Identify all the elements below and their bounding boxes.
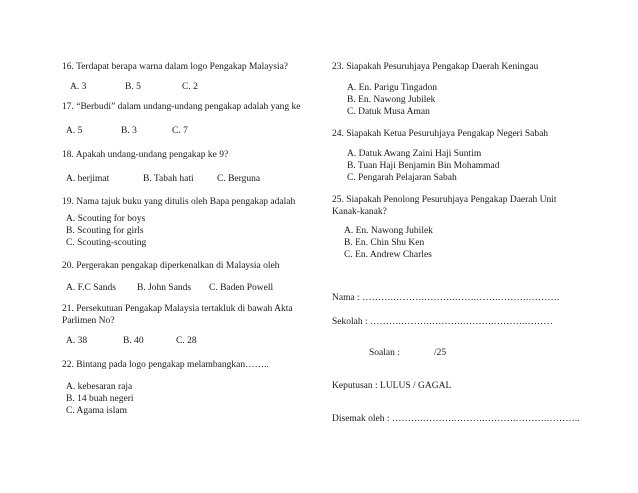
question-19-text: 19. Nama tajuk buku yang ditulis oleh Bapa pengakap adalah bbox=[62, 197, 296, 207]
question-20-option-a: A. F.C Sands bbox=[66, 283, 116, 293]
question-25-text-line2: Kanak-kanak? bbox=[332, 207, 387, 217]
question-24-option-b: B. Tuan Haji Benjamin Bin Mohammad bbox=[347, 161, 500, 171]
question-23-option-a: A. En. Parigu Tingadon bbox=[347, 83, 437, 93]
question-24-option-c: C. Pengarah Pelajaran Sabah bbox=[347, 173, 457, 183]
question-23-option-b: B. En. Nawong Jubilek bbox=[347, 95, 436, 105]
question-21-option-a: A. 38 bbox=[66, 336, 88, 346]
question-24-option-a: A. Datuk Awang Zaini Haji Suntim bbox=[347, 149, 482, 159]
soalan-total: /25 bbox=[434, 348, 447, 358]
question-17-text: 17. “Berbudi” dalam undang-undang pengakap adalah yang ke bbox=[62, 102, 301, 112]
question-17-option-c: C. 7 bbox=[172, 126, 188, 136]
question-25-text-line1: 25. Siapakah Penolong Pesuruhjaya Pengakap Daerah Unit bbox=[332, 195, 557, 205]
question-24-text: 24. Siapakah Ketua Pesuruhjaya Pengakap Negeri Sabah bbox=[332, 129, 549, 139]
question-19-option-b: B. Scouting for girls bbox=[66, 226, 144, 236]
question-16-option-a: A. 3 bbox=[70, 82, 87, 92]
question-25-option-a: A. En. Nawong Jubilek bbox=[344, 226, 433, 236]
question-23-option-c: C. Datuk Musa Aman bbox=[347, 107, 430, 117]
keputusan-field: Keputusan : LULUS / GAGAL bbox=[332, 381, 452, 391]
question-16-option-c: C. 2 bbox=[182, 82, 198, 92]
question-19-option-c: C. Scouting-scouting bbox=[66, 238, 147, 248]
question-22-option-c: C. Agama islam bbox=[66, 406, 127, 416]
question-21-text-line2: Parlimen No? bbox=[62, 316, 115, 326]
question-25-option-c: C. En. Andrew Charles bbox=[344, 250, 432, 260]
nama-field: Nama : ……….……….……….…….…….……….………. bbox=[332, 293, 560, 303]
question-18-option-a: A. berjimat bbox=[66, 174, 110, 184]
soalan-label: Soalan : bbox=[369, 348, 400, 358]
question-20-option-b: B. John Sands bbox=[137, 283, 192, 293]
question-22-option-a: A. kebesaran raja bbox=[66, 382, 133, 392]
question-18-text: 18. Apakah undang-undang pengakap ke 9? bbox=[62, 150, 229, 160]
question-20-option-c: C. Baden Powell bbox=[209, 283, 274, 293]
question-16-option-b: B. 5 bbox=[125, 82, 141, 92]
question-19-option-a: A. Scouting for boys bbox=[66, 214, 146, 224]
question-23-text: 23. Siapakah Pesuruhjaya Pengakap Daerah Keningau bbox=[332, 62, 539, 72]
question-16-text: 16. Terdapat berapa warna dalam logo Pengakap Malaysia? bbox=[62, 62, 289, 72]
question-18-option-c: C. Berguna bbox=[217, 174, 261, 184]
sekolah-field: Sekolah : ……….……….……….……….……….……… bbox=[332, 317, 553, 327]
question-18-option-b: B. Tabah hati bbox=[143, 174, 194, 184]
question-22-option-b: B. 14 buah negeri bbox=[66, 394, 134, 404]
question-21-option-b: B. 40 bbox=[123, 336, 144, 346]
question-17-option-b: B. 3 bbox=[121, 126, 137, 136]
question-21-text-line1: 21. Persekutuan Pengakap Malaysia tertakluk di bawah Akta bbox=[62, 304, 293, 314]
question-25-option-b: B. En. Chin Shu Ken bbox=[344, 238, 425, 248]
question-21-option-c: C. 28 bbox=[176, 336, 197, 346]
question-22-text: 22. Bintang pada logo pengakap melambangkan…….. bbox=[62, 360, 269, 370]
disemak-field: Disemak oleh : ……….……….……….……….……….……….. bbox=[332, 414, 580, 424]
question-20-text: 20. Pergerakan pengakap diperkenalkan di Malaysia oleh bbox=[62, 261, 280, 271]
question-17-option-a: A. 5 bbox=[66, 126, 83, 136]
